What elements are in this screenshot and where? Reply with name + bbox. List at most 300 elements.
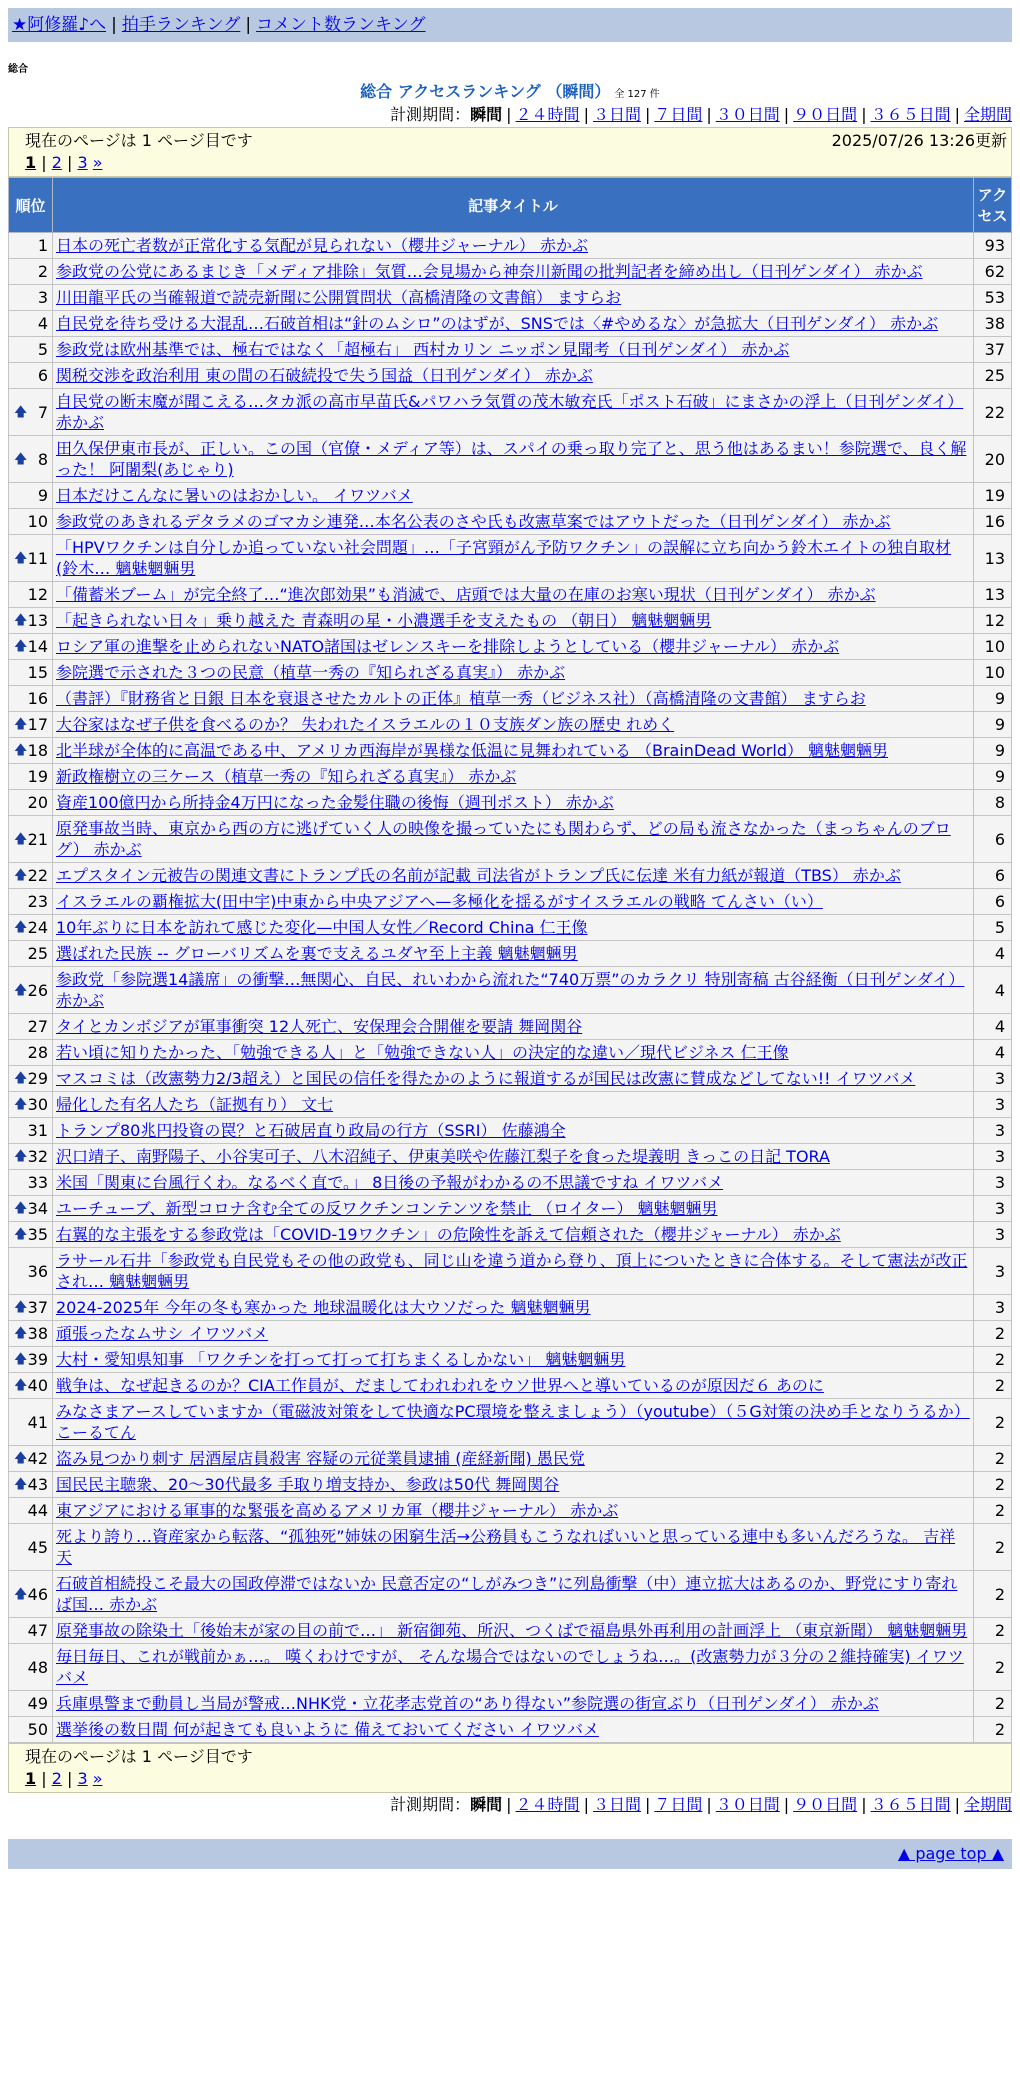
period-separator: | [783, 105, 790, 124]
table-row [9, 1524, 1012, 1571]
access-count: 6 [974, 863, 1012, 889]
table-row [9, 483, 1012, 509]
up-arrow-icon: 🡅 [14, 920, 28, 935]
access-count: 3 [974, 1092, 1012, 1118]
title-cell [53, 1691, 974, 1717]
table-row [9, 1446, 1012, 1472]
article-link[interactable]: 2024-2025年 今年の冬も寒かった 地球温暖化は大ウソだった 魑魅魍魎男 [56, 1298, 591, 1317]
article-link[interactable]: 選ばれた民族 -- グローバリズムを裏で支えるユダヤ至上主義 魑魅魍魎男 [56, 944, 578, 963]
rank-number: 4 [37, 314, 48, 333]
rank-number: 36 [27, 1261, 48, 1281]
period-option-link[interactable]: ２４時間 [515, 1795, 580, 1814]
article-link[interactable]: マスコミは（改憲勢力2/3超え）と国民の信任を得たかのように報道するが国民は改憲に賛成などしてない!! イワツバメ [56, 1069, 916, 1088]
rank-number: 47 [27, 1621, 48, 1640]
rank-cell [9, 941, 53, 967]
rank-number: 2 [37, 262, 48, 281]
article-link[interactable]: ラサール石井「参政党も自民党もその他の政党も、同じ山を違う道から登り、頂上についたときに合体する。そして憲法が改正され… 魑魅魍魎男 [56, 1251, 968, 1291]
title-cell [53, 967, 974, 1014]
access-count: 93 [974, 233, 1012, 259]
table-row [9, 660, 1012, 686]
rank-cell [9, 1644, 53, 1691]
up-arrow-icon: 🡅 [14, 1378, 28, 1393]
title-cell [53, 509, 974, 535]
access-count: 2 [974, 1571, 1012, 1618]
table-row [9, 608, 1012, 634]
period-option-link[interactable]: ３０日間 [715, 1795, 780, 1814]
article-link[interactable]: 川田龍平氏の当確報道で読売新聞に公開質問状（高橋清隆の文書館） ますらお [56, 288, 622, 307]
table-row [9, 1498, 1012, 1524]
updated-time: 2025/07/26 13:26更新 [831, 131, 1007, 150]
article-link[interactable]: トランプ80兆円投資の罠？と石破居直り政局の行方（SSRI） 佐藤鴻全 [56, 1121, 566, 1140]
access-count: 2 [974, 1691, 1012, 1717]
article-link[interactable]: 参政党「参院選14議席」の衝撃…無関心、自民、れいわから流れた“740万票”のカラクリ 特別寄稿 古谷経衡（日刊ゲンダイ） 赤かぶ [56, 970, 965, 1010]
access-count: 2 [974, 1717, 1012, 1743]
period-option-link[interactable]: 全期間 [963, 105, 1012, 124]
rank-cell [9, 1446, 53, 1472]
article-link[interactable]: 東アジアにおける軍事的な緊張を高めるアメリカ軍（櫻井ジャーナル） 赤かぶ [56, 1501, 619, 1520]
title-cell [53, 1144, 974, 1170]
article-link[interactable]: 毎日毎日、これが戦前かぁ…。 嘆くわけですが、 そんな場合ではないのでしょうね…。(改憲勢力が３分の２維持確実) イワツバメ [56, 1647, 964, 1687]
table-row [9, 1373, 1012, 1399]
access-count: 2 [974, 1618, 1012, 1644]
article-link[interactable]: 死より誇り…資産家から転落、“孤独死”姉妹の困窮生活→公務員もこうなればいいと思っている連中も多いんだろうな。 吉祥天 [56, 1527, 956, 1567]
rank-cell [9, 1571, 53, 1618]
footer-bar [8, 1839, 1012, 1869]
access-count: 12 [974, 608, 1012, 634]
rank-cell [9, 582, 53, 608]
article-link[interactable]: 日本の死亡者数が正常化する気配が見られない（櫻井ジャーナル） 赤かぶ [56, 236, 588, 255]
article-link[interactable]: 原発事故当時、東京から西の方に逃げていく人の映像を撮っていたにも関わらず、どの局も流さなかった（まっちゃんのブログ） 赤かぶ [56, 819, 951, 859]
title-cell [53, 1118, 974, 1144]
period-separator: | [861, 1795, 867, 1814]
rank-number: 17 [27, 715, 48, 734]
rank-cell [9, 764, 53, 790]
rank-number: 18 [27, 741, 48, 760]
rank-cell [9, 1248, 53, 1295]
rank-cell [9, 608, 53, 634]
article-link[interactable]: 資産100億円から所持金4万円になった金髪住職の後悔（週刊ポスト） 赤かぶ [56, 793, 614, 812]
access-count: 6 [974, 889, 1012, 915]
article-link[interactable]: タイとカンボジアが軍事衝突 12人死亡、安保理会合開催を要請 舞岡関谷 [56, 1017, 583, 1036]
title-cell [53, 1498, 974, 1524]
title-cell [53, 1618, 974, 1644]
rank-number: 23 [27, 892, 48, 911]
article-link[interactable]: 参政党は欧州基準では、極右ではなく「超極右」 西村カリン ニッポン見聞考（日刊ゲンダイ） 赤かぶ [56, 340, 790, 359]
pager [25, 1768, 1007, 1790]
article-link[interactable]: 盗み見つかり刺す 居酒屋店員殺害 容疑の元従業員逮捕 (産経新聞) 愚民党 [56, 1449, 585, 1468]
column-header-rank: 順位 [9, 178, 53, 233]
title-cell [53, 436, 974, 483]
title-cell [53, 389, 974, 436]
rank-number: 10 [27, 512, 48, 531]
pager-page-link[interactable]: 3 [77, 1769, 88, 1788]
title-cell [53, 1196, 974, 1222]
title-cell [53, 1446, 974, 1472]
rank-number: 12 [27, 585, 48, 604]
table-row [9, 1295, 1012, 1321]
article-link[interactable]: エプスタイン元被告の関連文書にトランプ氏の名前が記載 司法省がトランプ氏に伝達 米有力紙が報道（TBS） 赤かぶ [56, 866, 901, 885]
table-row [9, 285, 1012, 311]
up-arrow-icon: 🡅 [14, 717, 28, 732]
rank-number: 46 [27, 1584, 48, 1604]
rank-cell [9, 535, 53, 582]
rank-cell [9, 634, 53, 660]
rank-number: 26 [27, 980, 48, 1000]
access-count: 3 [974, 1222, 1012, 1248]
table-row [9, 1347, 1012, 1373]
period-separator: | [506, 105, 512, 124]
table-row [9, 389, 1012, 436]
rank-cell [9, 1399, 53, 1446]
title-cell [53, 1222, 974, 1248]
article-link[interactable]: 頑張ったなムサシ イワツバメ [56, 1324, 269, 1343]
title-cell [53, 483, 974, 509]
table-row [9, 1717, 1012, 1743]
article-link[interactable]: みなさまアースしていますか（電磁波対策をして快適なPC環境を整えましょう）（youtube）（５G対策の決め手となりうるか） こーるてん [56, 1402, 970, 1442]
title-cell [53, 1066, 974, 1092]
article-link[interactable]: ロシア軍の進撃を止められないNATO諸国はゼレンスキーを排除しようとしている（櫻井ジャーナル） 赤かぶ [56, 637, 840, 656]
home-link[interactable]: ★阿修羅♪へ [12, 15, 107, 35]
article-link[interactable]: 「HPVワクチンは自分しか追っていない社会問題」…「子宮頸がん予防ワクチン」の誤解に立ち向かう鈴木エイトの独自取材(鈴木… 魑魅魍魎男 [56, 538, 952, 578]
access-count: 16 [974, 509, 1012, 535]
pager-page-link[interactable]: 2 [51, 1769, 62, 1788]
rank-number: 48 [27, 1657, 48, 1677]
rank-cell [9, 1092, 53, 1118]
article-link[interactable]: ユーチューブ、新型コロナ含む全ての反ワクチンコンテンツを禁止 （ロイター） 魑魅魍魎男 [56, 1199, 718, 1218]
rank-number: 40 [27, 1376, 48, 1395]
article-link[interactable]: 国民民主聴衆、20～30代最多 手取り増支持か、参政は50代 舞岡関谷 [56, 1475, 560, 1494]
article-link[interactable]: 10年ぶりに日本を訪れて感じた変化—中国人女性／Record China 仁王像 [56, 918, 588, 937]
article-link[interactable]: 北半球が全体的に高温である中、アメリカ西海岸が異様な低温に見舞われている （BrainDead World） 魑魅魍魎男 [56, 741, 889, 760]
period-separator: | [706, 1795, 712, 1814]
rank-cell [9, 738, 53, 764]
table-row [9, 1170, 1012, 1196]
rank-cell [9, 259, 53, 285]
up-arrow-icon: 🡅 [14, 451, 28, 467]
pager-current-page: 1 [25, 153, 37, 172]
pager-next-link[interactable]: » [92, 1769, 103, 1788]
access-count: 2 [974, 1498, 1012, 1524]
rank-number: 1 [37, 236, 48, 255]
period-separator: | [644, 1795, 651, 1814]
table-row [9, 1691, 1012, 1717]
article-link[interactable]: 選挙後の数日間 何が起きても良いように 備えておいてください イワツバメ [56, 1720, 599, 1739]
access-count: 13 [974, 535, 1012, 582]
access-count: 10 [974, 660, 1012, 686]
title-cell [53, 889, 974, 915]
period-current: 瞬間 [470, 105, 503, 124]
up-arrow-icon: 🡅 [14, 1300, 28, 1315]
title-cell [53, 311, 974, 337]
access-count: 3 [974, 1248, 1012, 1295]
table-row [9, 1472, 1012, 1498]
pager-separator: | [61, 153, 78, 172]
title-cell [53, 1571, 974, 1618]
article-link[interactable]: 戦争は、なぜ起きるのか？CIA工作員が、だましてわれわれをウソ世界へと導いているのが原因だ６ あのに [56, 1376, 824, 1395]
article-link[interactable]: 日本だけこんなに暑いのはおかしい。 イワツバメ [56, 486, 413, 505]
period-separator: | [954, 1795, 960, 1814]
applause-ranking-link[interactable]: 拍手ランキング [121, 15, 241, 35]
table-row [9, 1248, 1012, 1295]
title-cell [53, 790, 974, 816]
ranking-table [8, 177, 1012, 1743]
title-cell [53, 363, 974, 389]
article-link[interactable]: 参政党のあきれるデタラメのゴマカシ連発…本名公表のさや氏も改憲草案ではアウトだった（日刊ゲンダイ） 赤かぶ [56, 512, 891, 531]
table-row [9, 941, 1012, 967]
article-link[interactable]: 「備蓄米ブーム」が完全終了…“進次郎効果”も消滅で、店頭では大量の在庫のお寒い現状（日刊ゲンダイ） 赤かぶ [56, 585, 876, 604]
access-count: 4 [974, 967, 1012, 1014]
access-count: 2 [974, 1373, 1012, 1399]
rank-cell [9, 389, 53, 436]
rank-number: 20 [27, 793, 48, 812]
rank-cell [9, 790, 53, 816]
rank-number: 3 [37, 288, 48, 307]
rank-number: 44 [27, 1501, 48, 1520]
table-row [9, 582, 1012, 608]
article-link[interactable]: 原発事故の除染土「後始末が家の目の前で…」 新宿御苑、所沢、つくばで福島県外再利用の計画浮上 （東京新聞） 魑魅魍魎男 [56, 1621, 968, 1640]
title-cell [53, 337, 974, 363]
table-row [9, 1571, 1012, 1618]
access-count: 9 [974, 764, 1012, 790]
pager-separator: | [36, 153, 52, 172]
table-row [9, 1118, 1012, 1144]
table-row [9, 337, 1012, 363]
pager-page-link[interactable]: 2 [51, 153, 62, 172]
up-arrow-icon: 🡅 [14, 639, 28, 654]
rank-number: 8 [37, 449, 48, 469]
period-option-link[interactable]: ３日間 [592, 1795, 641, 1814]
title-cell [53, 712, 974, 738]
article-link[interactable]: 若い頃に知りたかった、「勉強できる人」と「勉強できない人」の決定的な違い／現代ビジネス 仁王像 [56, 1043, 789, 1062]
access-count: 3 [974, 1118, 1012, 1144]
access-count: 9 [974, 738, 1012, 764]
rank-cell [9, 1717, 53, 1743]
rank-number: 13 [27, 611, 48, 630]
access-count: 2 [974, 1524, 1012, 1571]
up-arrow-icon: 🡅 [14, 1071, 28, 1086]
rank-cell [9, 816, 53, 863]
rank-number: 49 [27, 1694, 48, 1713]
ranking-heading [8, 81, 1012, 103]
access-count: 4 [974, 1040, 1012, 1066]
period-separator: | [861, 105, 867, 124]
article-link[interactable]: （書評）『財務省と日銀 日本を衰退させたカルトの正体』植草一秀（ビジネス社）（高橋清隆の文書館） ますらお [56, 689, 866, 708]
article-link[interactable]: 右翼的な主張をする参政党は「COVID-19ワクチン」の危険性を訴えて信頼された（櫻井ジャーナル） 赤かぶ [56, 1225, 841, 1244]
period-option-link[interactable]: ３日間 [592, 105, 641, 124]
nav-separator: | [111, 15, 117, 35]
table-row [9, 863, 1012, 889]
rank-number: 30 [27, 1095, 48, 1114]
period-selector-bottom [8, 1793, 1012, 1817]
pager [25, 152, 1007, 174]
access-count: 5 [974, 915, 1012, 941]
pager-panel-bottom [8, 1743, 1012, 1793]
table-row [9, 712, 1012, 738]
title-cell [53, 1295, 974, 1321]
access-count: 25 [974, 363, 1012, 389]
table-row [9, 1399, 1012, 1446]
rank-number: 45 [27, 1537, 48, 1557]
period-separator: | [783, 1795, 790, 1814]
article-link[interactable]: イスラエルの覇権拡大(田中宇)中東から中央アジアへ—多極化を揺るがすイスラエルの戦略 てんさい（い） [56, 892, 823, 911]
access-count: 38 [974, 311, 1012, 337]
up-arrow-icon: 🡅 [14, 1201, 28, 1216]
period-option-link[interactable]: ９０日間 [793, 105, 858, 124]
rank-cell [9, 863, 53, 889]
article-link[interactable]: 兵庫県警まで動員し当局が警戒…NHK党・立花孝志党首の“あり得ない”参院選の街宣ぶり（日刊ゲンダイ） 赤かぶ [56, 1694, 879, 1713]
title-cell [53, 233, 974, 259]
period-label: 計測期間： [390, 105, 471, 124]
table-row [9, 915, 1012, 941]
rank-number: 25 [27, 944, 48, 963]
period-option-link[interactable]: ９０日間 [793, 1795, 858, 1814]
period-option-link[interactable]: ２４時間 [515, 105, 580, 124]
article-link[interactable]: 帰化した有名人たち（証拠有り） 文七 [56, 1095, 334, 1114]
access-count: 4 [974, 1014, 1012, 1040]
column-header-access: アクセス [974, 178, 1012, 233]
table-row [9, 764, 1012, 790]
table-row [9, 535, 1012, 582]
rank-number: 37 [27, 1298, 48, 1317]
period-label: 計測期間： [390, 1795, 471, 1814]
up-arrow-icon: 🡅 [14, 868, 28, 883]
title-cell [53, 1092, 974, 1118]
access-count: 2 [974, 1347, 1012, 1373]
access-count: 4 [974, 941, 1012, 967]
article-link[interactable]: 自民党の断末魔が聞こえる…タカ派の高市早苗氏&パワハラ気質の茂木敏充氏「ポスト石破」にまさかの浮上（日刊ゲンダイ） 赤かぶ [56, 392, 964, 432]
access-count: 13 [974, 582, 1012, 608]
rank-number: 32 [27, 1147, 48, 1166]
rank-cell [9, 967, 53, 1014]
title-cell [53, 764, 974, 790]
rank-number: 19 [27, 767, 48, 786]
period-separator: | [706, 105, 712, 124]
pager-page-link[interactable]: 3 [77, 153, 88, 172]
table-row [9, 436, 1012, 483]
rank-cell [9, 337, 53, 363]
article-link[interactable]: 石破首相続投こそ最大の国政停滞ではないか 民意否定の“しがみつき”に列島衝撃（中）連立拡大はあるのか、野党にすり寄れば国… 赤かぶ [56, 1574, 958, 1614]
period-separator: | [583, 1795, 589, 1814]
table-row [9, 1644, 1012, 1691]
access-count: 2 [974, 1472, 1012, 1498]
table-row [9, 1321, 1012, 1347]
page-status: 現在のページは 1 ページ目です [25, 1747, 253, 1766]
table-row [9, 1040, 1012, 1066]
title-cell [53, 1321, 974, 1347]
title-cell [53, 1248, 974, 1295]
rank-number: 39 [27, 1350, 48, 1369]
title-cell [53, 915, 974, 941]
article-link[interactable]: 沢口靖子、南野陽子、小谷実可子、八木沼純子、伊東美咲や佐藤江梨子を食った堤義明 きっこの日記 TORA [56, 1147, 830, 1166]
title-cell [53, 582, 974, 608]
table-row [9, 363, 1012, 389]
up-arrow-icon: 🡅 [14, 1326, 28, 1341]
page-top-link[interactable]: ▲ page top ▲ [897, 1844, 1004, 1863]
article-link[interactable]: 参院選で示された３つの民意（植草一秀の『知られざる真実』） 赤かぶ [56, 663, 566, 682]
up-arrow-icon: 🡅 [14, 1451, 28, 1466]
period-option-link[interactable]: ３６５日間 [870, 105, 951, 124]
access-count: 2 [974, 1446, 1012, 1472]
article-link[interactable]: 新政権樹立の三ケース（植草一秀の『知られざる真実』） 赤かぶ [56, 767, 517, 786]
rank-number: 22 [27, 866, 48, 885]
rank-cell [9, 1170, 53, 1196]
rank-cell [9, 311, 53, 337]
article-link[interactable]: 自民党を待ち受ける大混乱…石破首相は“針のムシロ”のはずが、SNSでは〈#やめるな〉が急拡大（日刊ゲンダイ） 赤かぶ [56, 314, 939, 333]
article-link[interactable]: 大村・愛知県知事 「ワクチンを打って打って打ちまくるしかない」 魑魅魍魎男 [56, 1350, 626, 1369]
access-count: 3 [974, 1144, 1012, 1170]
title-cell [53, 1347, 974, 1373]
pager-next-link[interactable]: » [92, 153, 103, 172]
up-arrow-icon: 🡅 [14, 831, 28, 847]
rank-cell [9, 1472, 53, 1498]
title-cell [53, 1399, 974, 1446]
article-link[interactable]: 参政党の公党にあるまじき「メディア排除」気質…会見場から神奈川新聞の批判記者を締め出し（日刊ゲンダイ） 赤かぶ [56, 262, 923, 281]
access-count: 3 [974, 1196, 1012, 1222]
page-title: 総合 アクセスランキング （瞬間） [360, 82, 611, 101]
title-cell [53, 1717, 974, 1743]
period-option-link[interactable]: ７日間 [654, 105, 703, 124]
rank-number: 27 [27, 1017, 48, 1036]
period-option-link[interactable]: ３６５日間 [870, 1795, 951, 1814]
rank-number: 9 [37, 486, 48, 505]
table-row [9, 233, 1012, 259]
article-link[interactable]: 田久保伊東市長が、正しい。この国（官僚・メディア等）は、スパイの乗っ取り完了と、思う他はあるまい！参院選で、良く解った！ 阿闍梨(あじゃり) [56, 439, 967, 479]
access-count: 2 [974, 1399, 1012, 1446]
category-label: 総合 [8, 64, 28, 75]
rank-number: 24 [27, 918, 48, 937]
rank-number: 28 [27, 1043, 48, 1062]
up-arrow-icon: 🡅 [14, 743, 28, 758]
up-arrow-icon: 🡅 [14, 550, 28, 566]
rank-cell [9, 1347, 53, 1373]
pager-panel [8, 127, 1012, 177]
rank-number: 6 [37, 366, 48, 385]
access-count: 53 [974, 285, 1012, 311]
article-link[interactable]: 関税交渉を政治利用 東の間の石破続投で失う国益（日刊ゲンダイ） 赤かぶ [56, 366, 593, 385]
article-link[interactable]: 米国「関東に台風行くわ。なるべく直で。」 8日後の予報がわかるの不思議ですね イワツバメ [56, 1173, 724, 1192]
title-cell [53, 1170, 974, 1196]
rank-number: 29 [27, 1069, 48, 1088]
up-arrow-icon: 🡅 [14, 1477, 28, 1492]
rank-number: 11 [27, 548, 48, 568]
title-cell [53, 1373, 974, 1399]
access-count: 20 [974, 436, 1012, 483]
comment-ranking-link[interactable]: コメント数ランキング [256, 15, 426, 35]
period-option-link[interactable]: ７日間 [654, 1795, 703, 1814]
rank-cell [9, 660, 53, 686]
period-option-link[interactable]: ３０日間 [715, 105, 780, 124]
period-option-link[interactable]: 全期間 [963, 1795, 1012, 1814]
access-count: 6 [974, 816, 1012, 863]
access-count: 3 [974, 1170, 1012, 1196]
up-arrow-icon: 🡅 [14, 1586, 28, 1602]
article-link[interactable]: 大谷家はなぜ子供を食べるのか？ 失われたイスラエルの１０支族ダン族の歴史 れめく [56, 715, 675, 734]
up-arrow-icon: 🡅 [14, 1149, 28, 1164]
rank-number: 21 [27, 829, 48, 849]
rank-cell [9, 363, 53, 389]
up-arrow-icon: 🡅 [14, 613, 28, 628]
table-row [9, 790, 1012, 816]
access-count: 22 [974, 389, 1012, 436]
access-count: 10 [974, 634, 1012, 660]
rank-number: 14 [27, 637, 48, 656]
article-link[interactable]: 「起きられない日々」乗り越えた 青森明の星・小濃選手を支えたもの （朝日） 魑魅魍魎男 [56, 611, 712, 630]
title-cell [53, 1524, 974, 1571]
table-row [9, 259, 1012, 285]
title-cell [53, 660, 974, 686]
rank-cell [9, 233, 53, 259]
rank-cell [9, 1144, 53, 1170]
